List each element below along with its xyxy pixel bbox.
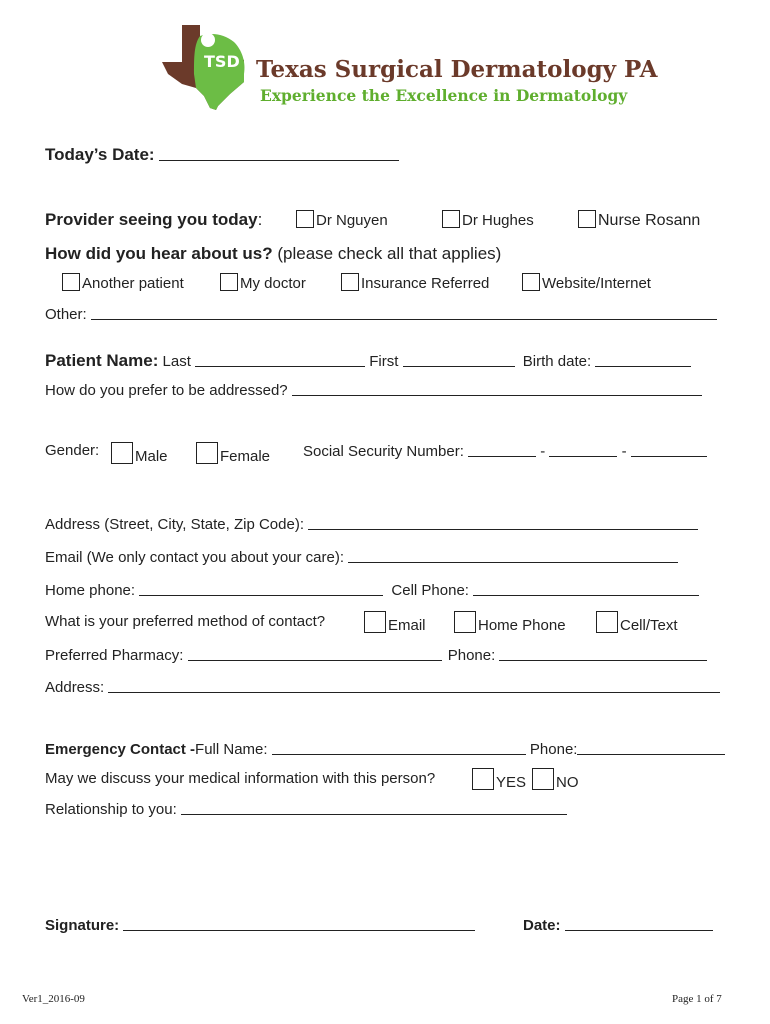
checkbox[interactable] [111, 442, 133, 464]
signature-row [45, 916, 475, 934]
pharmacy-label: Preferred Pharmacy: [45, 647, 184, 664]
ssn-field-2[interactable] [549, 442, 617, 457]
pharmacy-address-row [45, 678, 720, 696]
todays-date-field[interactable] [159, 146, 399, 161]
home-phone-label: Home phone: [45, 582, 136, 599]
method-cell-text[interactable]: Cell/Text [596, 611, 678, 634]
email-label: Email (We only contact you about your care): [45, 549, 345, 566]
checkbox[interactable] [596, 611, 618, 633]
pharmacy-row [45, 646, 707, 664]
emergency-name-field[interactable] [272, 740, 526, 755]
address-label: Address (Street, City, State, Zip Code): [45, 516, 304, 533]
patient-name-row [45, 351, 691, 371]
checkbox[interactable] [442, 210, 460, 228]
checkbox[interactable] [62, 273, 80, 291]
phone-row [45, 581, 699, 599]
address-row [45, 515, 698, 533]
relationship-label: Relationship to you: [45, 801, 177, 818]
checkbox[interactable] [454, 611, 476, 633]
relationship-field[interactable] [181, 800, 567, 815]
pharmacy-field[interactable] [188, 646, 442, 661]
signature-label: Signature: [45, 917, 120, 934]
discuss-yes[interactable]: YES [472, 768, 526, 791]
address-field[interactable] [308, 515, 698, 530]
addressed-row [45, 381, 702, 399]
cell-phone-label: Cell Phone: [391, 582, 469, 599]
provider-row [45, 210, 262, 230]
signature-date-row [523, 916, 713, 934]
discuss-row [45, 770, 435, 787]
checkbox[interactable] [220, 273, 238, 291]
gender-female[interactable]: Female [196, 442, 270, 465]
signature-date-label: Date: [523, 917, 561, 934]
checkbox[interactable] [296, 210, 314, 228]
todays-date-label: Today’s Date: [45, 145, 155, 164]
patient-name-label: Patient Name: [45, 351, 159, 370]
emergency-row [45, 740, 725, 758]
gender-male[interactable]: Male [111, 442, 168, 465]
cell-phone-field[interactable] [473, 581, 699, 596]
checkbox[interactable] [532, 768, 554, 790]
provider-label: Provider seeing you today [45, 210, 258, 229]
hear-option-3[interactable]: Insurance Referred [341, 273, 489, 292]
signature-date-field[interactable] [565, 916, 713, 931]
pharmacy-phone-label: Phone: [447, 647, 496, 664]
other-row [45, 305, 717, 323]
company-tagline: Experience the Excellence in Dermatology [260, 86, 628, 105]
provider-option-1[interactable]: Dr Nguyen [296, 210, 388, 229]
discuss-no[interactable]: NO [532, 768, 579, 791]
other-field[interactable] [91, 305, 717, 320]
hear-option-1[interactable]: Another patient [62, 273, 184, 292]
hear-about-row [45, 244, 501, 264]
gender-label: Gender: [45, 442, 100, 459]
method-email[interactable]: Email [364, 611, 426, 634]
checkbox[interactable] [522, 273, 540, 291]
todays-date-row [45, 145, 399, 165]
method-home-phone[interactable]: Home Phone [454, 611, 566, 634]
emergency-phone-label: Phone: [529, 741, 578, 758]
last-name-field[interactable] [195, 352, 365, 367]
checkbox[interactable] [196, 442, 218, 464]
ssn-field-3[interactable] [631, 442, 707, 457]
version-label: Ver1_2016-09 [22, 993, 85, 1005]
contact-method-label: What is your preferred method of contact? [45, 613, 326, 630]
signature-field[interactable] [123, 916, 475, 931]
addressed-field[interactable] [292, 381, 702, 396]
other-label: Other: [45, 306, 87, 323]
ssn-separator: - [540, 443, 546, 460]
relationship-row [45, 800, 567, 818]
provider-colon: : [257, 210, 263, 229]
emergency-name-label: Full Name: [195, 741, 268, 758]
company-name: Texas Surgical Dermatology PA [256, 56, 658, 83]
hear-option-2[interactable]: My doctor [220, 273, 306, 292]
hear-about-label: How did you hear about us? [45, 244, 273, 263]
email-row [45, 548, 678, 566]
pharmacy-address-field[interactable] [108, 678, 720, 693]
page-number: Page 1 of 7 [672, 993, 722, 1005]
emergency-label: Emergency Contact - [45, 741, 196, 758]
checkbox[interactable] [341, 273, 359, 291]
logo-abbrev: TSD [204, 52, 240, 71]
last-name-label: Last [162, 353, 191, 370]
provider-option-2[interactable]: Dr Hughes [442, 210, 534, 229]
home-phone-field[interactable] [139, 581, 383, 596]
emergency-phone-field[interactable] [577, 740, 725, 755]
hear-option-4[interactable]: Website/Internet [522, 273, 651, 292]
provider-option-3[interactable]: Nurse Rosann [578, 210, 700, 230]
logo [160, 22, 255, 112]
hear-about-note: (please check all that applies) [277, 244, 502, 263]
first-name-field[interactable] [403, 352, 515, 367]
checkbox[interactable] [472, 768, 494, 790]
addressed-label: How do you prefer to be addressed? [45, 382, 288, 399]
checkbox[interactable] [578, 210, 596, 228]
first-name-label: First [369, 353, 399, 370]
discuss-label: May we discuss your medical information with this person? [45, 770, 436, 787]
ssn-field-1[interactable] [468, 442, 536, 457]
pharmacy-address-label: Address: [45, 679, 105, 696]
email-field[interactable] [348, 548, 678, 563]
ssn-separator: - [621, 443, 627, 460]
ssn-label: Social Security Number: [303, 443, 464, 460]
birth-date-field[interactable] [595, 352, 691, 367]
checkbox[interactable] [364, 611, 386, 633]
ssn-row [303, 442, 707, 460]
pharmacy-phone-field[interactable] [499, 646, 707, 661]
birth-date-label: Birth date: [522, 353, 592, 370]
